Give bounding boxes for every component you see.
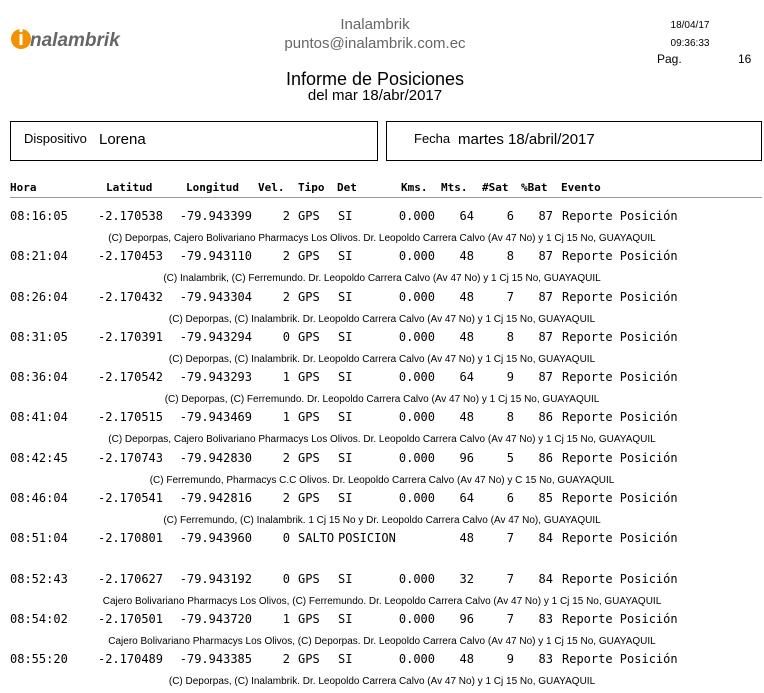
cell-tipo: SALTO: [298, 531, 335, 546]
cell-bat: 87: [538, 289, 553, 304]
col-longitud: Longitud: [186, 181, 239, 194]
cell-sat: 7: [506, 611, 514, 626]
col-mts: Mts.: [441, 181, 468, 194]
cell-mts: 48: [459, 289, 474, 304]
page-label: Pag.: [657, 52, 682, 66]
cell-det: SI: [338, 410, 353, 425]
cell-vel: 2: [282, 450, 290, 465]
col-evento: Evento: [561, 181, 601, 194]
address-note: (C) Deporpas, (C) Inalambrik. Dr. Leopoldo Carrera Calvo (Av 47 No) y 1 Cj 15 No, GUAYAQUIL: [168, 676, 596, 688]
cell-evento: Reporte Posición: [562, 450, 678, 465]
cell-evento: Reporte Posición: [562, 491, 678, 506]
cell-det: SI: [338, 491, 353, 506]
cell-sat: 8: [506, 249, 514, 264]
cell-tipo: GPS: [298, 209, 320, 223]
company-email: puntos@inalambrik.com.ec: [284, 35, 466, 52]
cell-tipo: GPS: [298, 450, 320, 465]
cell-hora: 08:52:43: [10, 571, 68, 586]
address-note: Cajero Bolivariano Pharmacys Los Olivos, (C) Ferremundo. Dr. Leopoldo Carrera Calvo (Av 47 No) y 1 Cj 15 No, GUAYAQUIL: [102, 595, 662, 607]
cell-lat: -2.170489: [97, 652, 163, 667]
table-row: [0, 330, 764, 370]
cell-vel: 2: [282, 249, 290, 264]
print-time: 09:36:33: [670, 38, 710, 49]
cell-lat: -2.170541: [97, 491, 163, 506]
address-note: (C) Ferremundo, (C) Inalambrik. 1 Cj 15 No y Dr. Leopoldo Carrera Calvo (Av 47 No), GUAYAQUIL: [163, 515, 601, 527]
cell-det: SI: [338, 611, 353, 626]
cell-sat: 7: [506, 571, 514, 586]
address-note: (C) Ferremundo, Pharmacys C.C Olivos. Dr. Leopoldo Carrera Calvo (Av 47 No) y C 15 No, GUAYAQUIL: [149, 474, 615, 486]
cell-mts: 64: [459, 370, 474, 385]
table-row: [0, 612, 764, 652]
cell-lon: -79.943960: [179, 531, 252, 546]
cell-mts: 48: [459, 531, 474, 546]
cell-evento: Reporte Posición: [562, 289, 678, 304]
cell-sat: 9: [506, 370, 514, 385]
date-value: martes 18/abril/2017: [458, 131, 595, 148]
cell-lat: -2.170743: [97, 450, 163, 465]
cell-det: SI: [338, 652, 353, 667]
cell-lon: -79.942816: [179, 491, 252, 506]
cell-mts: 96: [459, 450, 474, 465]
cell-hora: 08:46:04: [10, 491, 68, 506]
table-row: [0, 531, 764, 571]
col-kms: Kms.: [401, 181, 428, 194]
table-row: [0, 249, 764, 289]
cell-vel: 0: [282, 531, 290, 546]
cell-bat: 87: [538, 329, 553, 344]
cell-mts: 96: [459, 611, 474, 626]
cell-tipo: GPS: [298, 611, 320, 626]
header-rule: [10, 197, 762, 198]
col-latitud: Latitud: [106, 181, 153, 194]
cell-kms: 0.000: [398, 370, 435, 385]
cell-tipo: GPS: [298, 329, 320, 344]
col-tipo: Tipo: [298, 181, 325, 194]
date-box: [386, 121, 762, 161]
cell-hora: 08:54:02: [10, 611, 68, 626]
cell-vel: 1: [282, 611, 290, 626]
table-row: [0, 410, 764, 450]
cell-evento: Reporte Posición: [562, 370, 678, 385]
device-box: [10, 121, 378, 161]
cell-hora: 08:16:05: [10, 209, 68, 223]
cell-vel: 2: [282, 289, 290, 304]
cell-tipo: GPS: [298, 249, 320, 264]
address-note: Cajero Bolivariano Pharmacys Los Olivos, (C) Deporpas. Dr. Leopoldo Carrera Calvo (Av 47 No) y 1 Cj 15 No, GUAYAQUIL: [108, 635, 656, 647]
cell-det: POSICION: [338, 531, 396, 546]
cell-mts: 64: [459, 491, 474, 506]
cell-bat: 87: [538, 370, 553, 385]
device-label: Dispositivo: [24, 131, 87, 146]
cell-sat: 7: [506, 531, 514, 546]
cell-hora: 08:21:04: [10, 249, 68, 264]
cell-lon: -79.943399: [179, 209, 252, 223]
cell-lon: -79.943294: [179, 329, 252, 344]
cell-evento: Reporte Posición: [562, 410, 678, 425]
cell-bat: 85: [538, 491, 553, 506]
cell-sat: 8: [506, 329, 514, 344]
cell-hora: 08:36:04: [10, 370, 68, 385]
cell-kms: 0.000: [398, 249, 435, 264]
cell-det: SI: [338, 289, 353, 304]
cell-lon: -79.943110: [179, 249, 252, 264]
cell-evento: Reporte Posición: [562, 329, 678, 344]
cell-lat: -2.170432: [97, 289, 163, 304]
address-note: (C) Deporpas, Cajero Bolivariano Pharmacys Los Olivos. Dr. Leopoldo Carrera Calvo (Av 47 No) y 1 Cj 15 No, GUAYAQUIL: [108, 434, 656, 446]
cell-sat: 6: [506, 491, 514, 506]
cell-vel: 1: [282, 370, 290, 385]
cell-kms: 0.000: [398, 410, 435, 425]
cell-evento: Reporte Posición: [562, 652, 678, 667]
cell-lat: -2.170515: [97, 410, 163, 425]
cell-vel: 2: [282, 209, 290, 223]
cell-kms: 0.000: [398, 571, 435, 586]
cell-lat: -2.170801: [97, 531, 163, 546]
print-date: 18/04/17: [670, 20, 710, 31]
cell-mts: 48: [459, 652, 474, 667]
cell-tipo: GPS: [298, 652, 320, 667]
cell-sat: 5: [506, 450, 514, 465]
col-sat: #Sat: [482, 181, 509, 194]
svg-text:nalambrik: nalambrik: [30, 30, 120, 51]
cell-mts: 48: [459, 329, 474, 344]
cell-bat: 83: [538, 611, 553, 626]
cell-vel: 0: [282, 571, 290, 586]
table-row: [0, 572, 764, 612]
cell-det: SI: [338, 571, 353, 586]
cell-mts: 32: [459, 571, 474, 586]
cell-hora: 08:41:04: [10, 410, 68, 425]
cell-bat: 83: [538, 652, 553, 667]
company-name: Inalambrik: [340, 16, 410, 33]
cell-lat: -2.170538: [97, 209, 163, 223]
cell-vel: 1: [282, 410, 290, 425]
table-row: [0, 491, 764, 531]
cell-evento: Reporte Posición: [562, 611, 678, 626]
device-value: Lorena: [99, 131, 146, 148]
cell-det: SI: [338, 249, 353, 264]
report-subtitle: del mar 18/abr/2017: [307, 87, 443, 104]
cell-lat: -2.170627: [97, 571, 163, 586]
cell-hora: 08:55:20: [10, 652, 68, 667]
cell-bat: 84: [538, 531, 553, 546]
cell-sat: 6: [506, 209, 514, 223]
cell-kms: 0.000: [398, 450, 435, 465]
cell-kms: 0.000: [398, 652, 435, 667]
col-bat: %Bat: [521, 181, 548, 194]
cell-mts: 48: [459, 410, 474, 425]
col-det: Det: [337, 181, 357, 194]
cell-bat: 87: [538, 209, 553, 223]
cell-kms: 0.000: [398, 329, 435, 344]
cell-tipo: GPS: [298, 289, 320, 304]
cell-det: SI: [338, 329, 353, 344]
address-note: (C) Deporpas, Cajero Bolivariano Pharmacys Los Olivos. Dr. Leopoldo Carrera Calvo (Av 47 No) y 1 Cj 15 No, GUAYAQUIL: [108, 233, 656, 244]
address-note: (C) Deporpas, (C) Inalambrik. Dr. Leopoldo Carrera Calvo (Av 47 No) y 1 Cj 15 No, GUAYAQUIL: [168, 313, 596, 325]
inalambrik-logo: [8, 14, 120, 62]
cell-kms: 0.000: [398, 491, 435, 506]
table-row: [0, 652, 764, 692]
cell-mts: 48: [459, 249, 474, 264]
address-note: (C) Deporpas, (C) Ferremundo. Dr. Leopoldo Carrera Calvo (Av 47 No) y 1 Cj 15 No, GUAYAQUIL: [164, 394, 600, 406]
table-row: [0, 370, 764, 410]
cell-hora: 08:31:05: [10, 329, 68, 344]
address-note: (C) Inalambrik, (C) Ferremundo. Dr. Leopoldo Carrera Calvo (Av 47 No) y 1 Cj 15 No, GUAYAQUIL: [163, 273, 601, 285]
cell-lat: -2.170391: [97, 329, 163, 344]
cell-hora: 08:26:04: [10, 289, 68, 304]
col-hora: Hora: [10, 181, 37, 194]
page-number: 16: [738, 52, 752, 66]
cell-vel: 0: [282, 329, 290, 344]
date-label: Fecha: [414, 131, 451, 146]
cell-mts: 64: [459, 209, 474, 223]
cell-lon: -79.943720: [179, 611, 252, 626]
cell-evento: Reporte Posición: [562, 571, 678, 586]
report-title: Informe de Posiciones: [285, 69, 465, 89]
cell-vel: 2: [282, 491, 290, 506]
cell-tipo: GPS: [298, 491, 320, 506]
cell-bat: 86: [538, 450, 553, 465]
cell-kms: 0.000: [398, 289, 435, 304]
cell-lon: -79.943385: [179, 652, 252, 667]
table-row: [0, 209, 764, 249]
cell-evento: Reporte Posición: [562, 249, 678, 264]
cell-kms: 0.000: [398, 209, 435, 223]
cell-det: SI: [338, 450, 353, 465]
cell-bat: 84: [538, 571, 553, 586]
address-note: (C) Deporpas, (C) Inalambrik. Dr. Leopoldo Carrera Calvo (Av 47 No) y 1 Cj 15 No, GUAYAQUIL: [168, 353, 596, 365]
cell-evento: Reporte Posición: [562, 209, 678, 223]
cell-tipo: GPS: [298, 410, 320, 425]
positions-table: [0, 209, 764, 693]
cell-tipo: GPS: [298, 370, 320, 385]
cell-sat: 8: [506, 410, 514, 425]
cell-bat: 86: [538, 410, 553, 425]
cell-kms: 0.000: [398, 611, 435, 626]
table-row: [0, 451, 764, 491]
cell-sat: 7: [506, 289, 514, 304]
cell-lat: -2.170453: [97, 249, 163, 264]
cell-hora: 08:42:45: [10, 450, 68, 465]
col-vel: Vel.: [258, 181, 285, 194]
cell-sat: 9: [506, 652, 514, 667]
cell-hora: 08:51:04: [10, 531, 68, 546]
cell-lon: -79.943192: [179, 571, 252, 586]
cell-det: SI: [338, 209, 353, 223]
table-row: [0, 290, 764, 330]
cell-det: SI: [338, 370, 353, 385]
cell-bat: 87: [538, 249, 553, 264]
cell-lon: -79.943293: [179, 370, 252, 385]
cell-evento: Reporte Posición: [562, 531, 678, 546]
cell-lat: -2.170542: [97, 370, 163, 385]
cell-vel: 2: [282, 652, 290, 667]
cell-lon: -79.942830: [179, 450, 252, 465]
cell-tipo: GPS: [298, 571, 320, 586]
cell-lat: -2.170501: [97, 611, 163, 626]
cell-lon: -79.943469: [179, 410, 252, 425]
cell-lon: -79.943304: [179, 289, 252, 304]
